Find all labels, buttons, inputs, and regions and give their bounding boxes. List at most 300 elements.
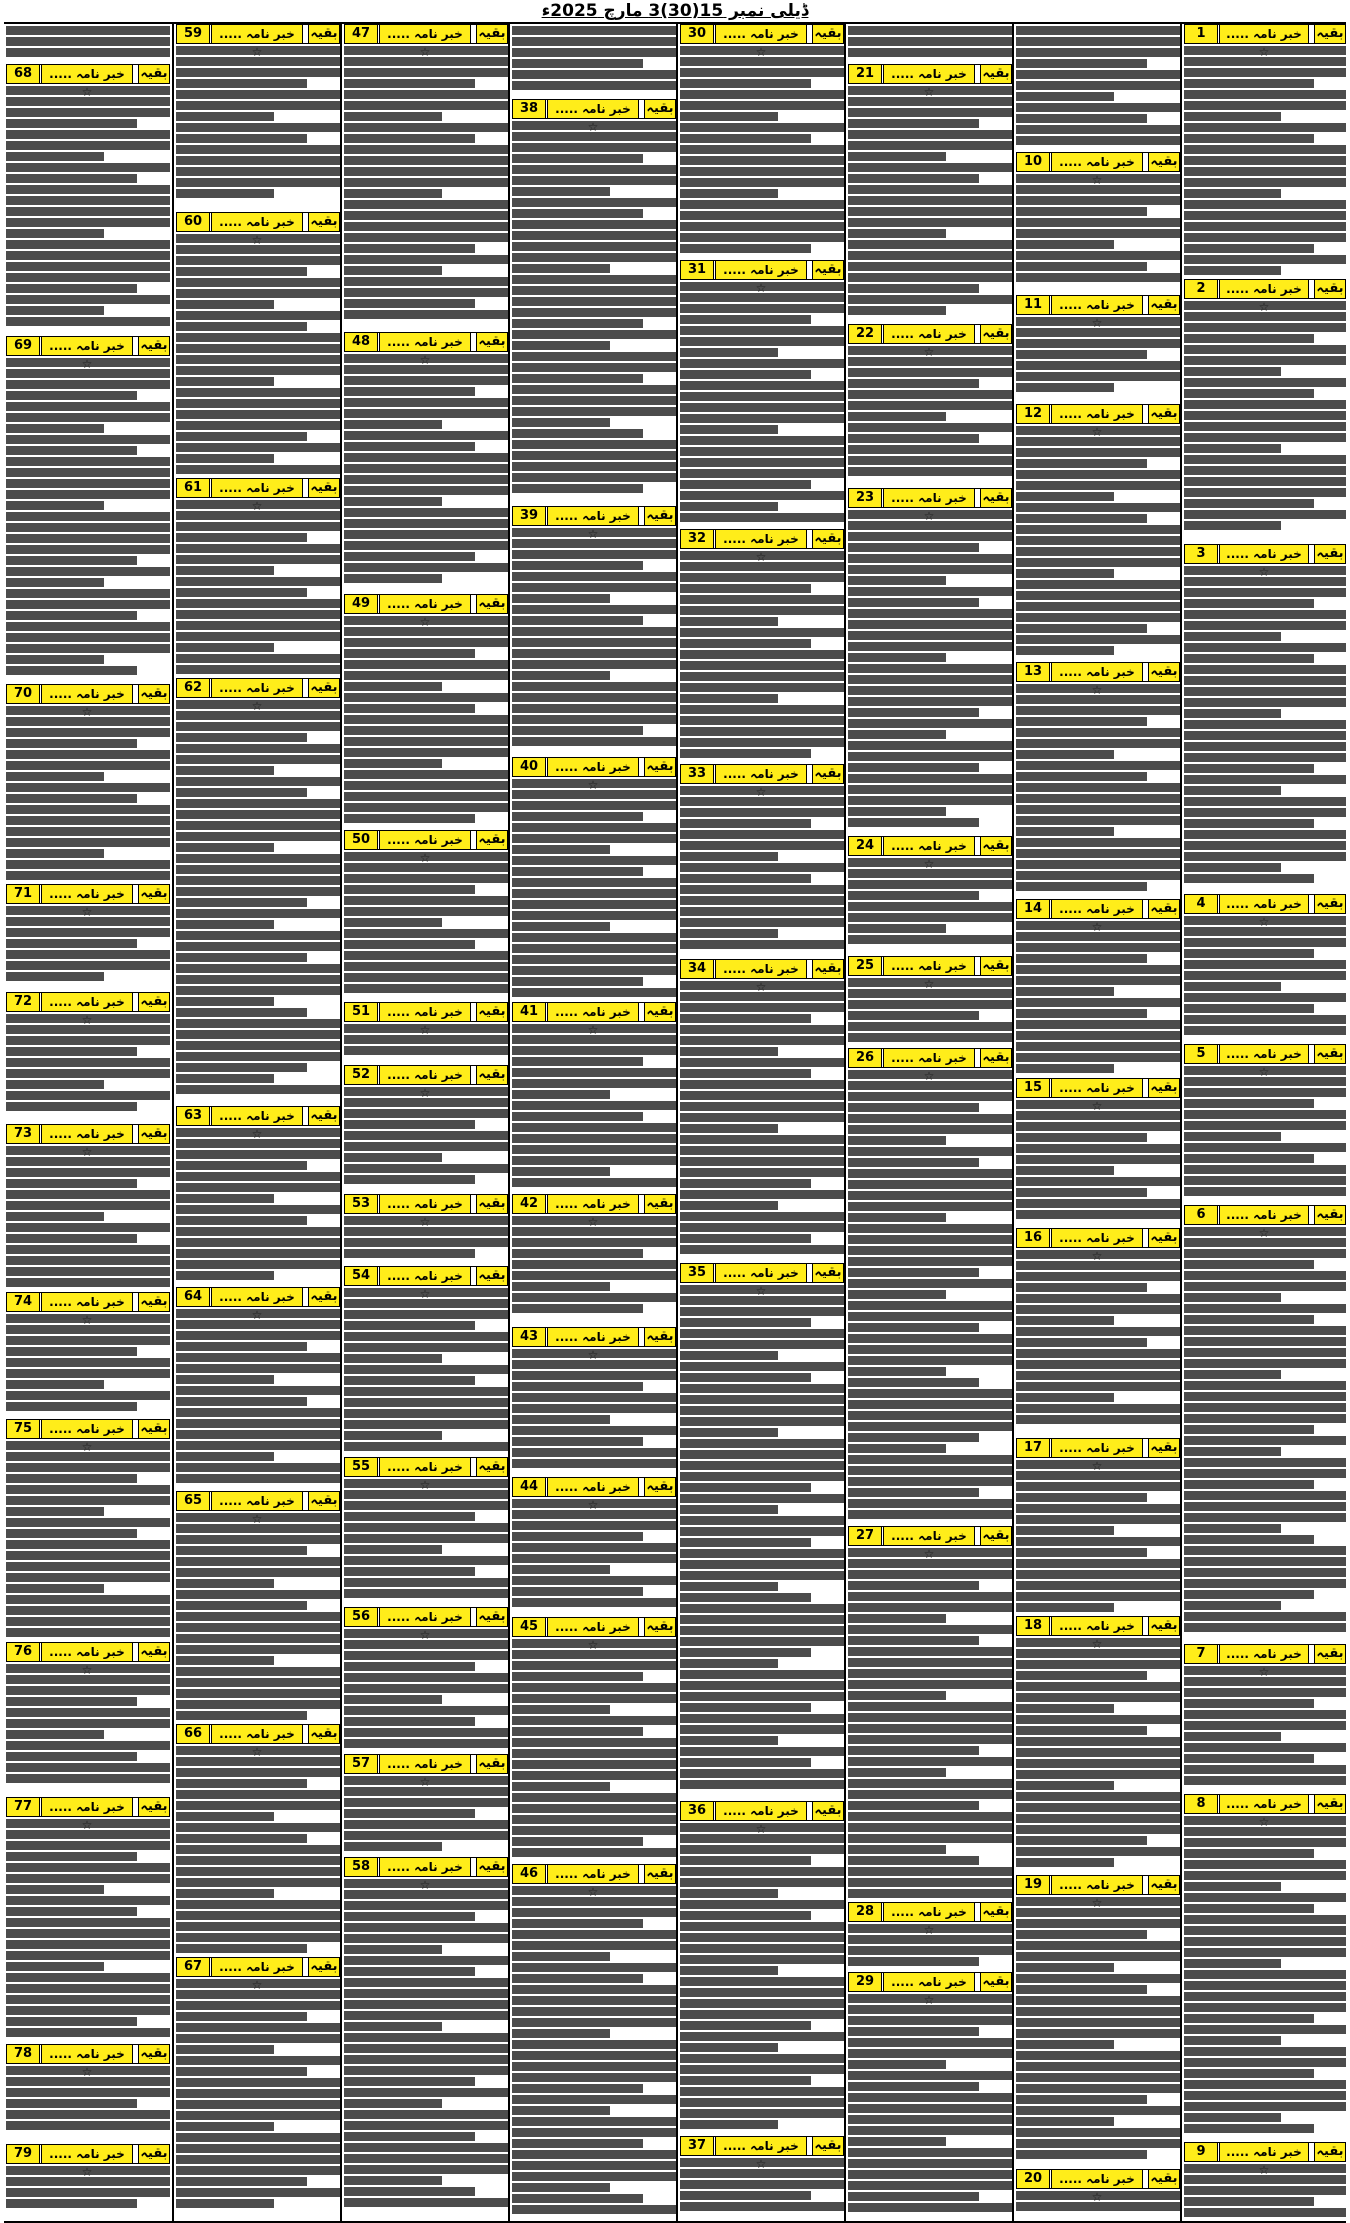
text-line (1184, 156, 1346, 165)
text-line (6, 666, 137, 675)
text-line (848, 1466, 1012, 1475)
text-line (176, 1513, 340, 1522)
text-line (176, 1856, 340, 1865)
item-number: 20 (1017, 2170, 1050, 2188)
text-line (1016, 339, 1180, 348)
text-line (6, 1940, 170, 1949)
item-number: 66 (177, 1725, 210, 1743)
text-line (176, 1801, 340, 1810)
text-line (344, 2077, 475, 2086)
text-line (176, 2122, 274, 2131)
text-line (176, 522, 340, 531)
text-line (512, 1134, 676, 1143)
text-line (680, 447, 844, 456)
text-line (848, 229, 946, 238)
text-line (176, 2056, 340, 2065)
text-line (1184, 46, 1346, 55)
news-item (848, 1972, 1012, 2219)
news-item-header (344, 1002, 508, 1022)
item-number: 12 (1017, 405, 1050, 423)
baqiya-label: بقیہ (308, 679, 339, 697)
text-line (6, 1830, 170, 1839)
text-line (1016, 558, 1180, 567)
text-line (6, 2028, 170, 2037)
news-item (848, 324, 1012, 486)
text-line (1016, 860, 1180, 869)
item-number: 14 (1017, 900, 1050, 918)
text-line (512, 1554, 676, 1563)
text-line (344, 1523, 508, 1532)
text-line (1016, 1559, 1180, 1568)
text-line (176, 2100, 340, 2109)
text-line (680, 1340, 844, 1349)
text-line (848, 858, 1012, 867)
text-line (176, 665, 340, 674)
text-line (512, 1815, 676, 1824)
text-line (512, 1963, 676, 1972)
text-line (176, 865, 340, 874)
text-line (848, 174, 979, 183)
text-line (848, 1301, 1012, 1310)
text-line (680, 2180, 844, 2189)
news-item-text (176, 700, 340, 1104)
text-line (344, 90, 508, 99)
text-line (680, 929, 778, 938)
text-line (512, 911, 676, 920)
text-line (1184, 1359, 1346, 1368)
text-line (344, 277, 508, 286)
text-line (1184, 2014, 1314, 2023)
text-line (176, 1900, 340, 1909)
text-line (1184, 1469, 1346, 1478)
text-line (176, 333, 340, 342)
text-line (512, 341, 610, 350)
news-item-text (1016, 921, 1180, 1076)
text-line (680, 1223, 844, 1232)
news-item (176, 24, 340, 210)
text-line (848, 379, 979, 388)
item-number: 31 (681, 261, 714, 279)
text-line (680, 244, 811, 253)
text-line (344, 704, 475, 713)
news-item-text (176, 1513, 340, 1722)
news-item-header (344, 1607, 508, 1627)
text-line (1016, 602, 1180, 611)
baqiya-label: بقیہ (980, 1903, 1011, 1921)
text-line (680, 1080, 844, 1089)
text-line (848, 368, 1012, 377)
text-line (1184, 1110, 1346, 1119)
baqiya-label: بقیہ (138, 1125, 169, 1143)
text-line (6, 284, 137, 293)
text-line (1016, 1941, 1180, 1950)
text-line (848, 1614, 946, 1623)
text-line (344, 660, 508, 669)
text-line (1184, 1227, 1346, 1236)
text-line (848, 1356, 1012, 1365)
text-line (344, 852, 508, 861)
news-item-header (1016, 1438, 1180, 1458)
text-line (1184, 477, 1346, 486)
news-item (6, 1797, 170, 2042)
text-line (680, 584, 811, 593)
text-line (680, 79, 811, 88)
text-line (1016, 1404, 1180, 1413)
text-line (344, 1934, 508, 1943)
text-line (680, 381, 844, 390)
text-line (176, 1590, 340, 1599)
text-line (680, 134, 811, 143)
text-line (1016, 706, 1180, 715)
item-number: 1 (1185, 25, 1218, 43)
text-line (680, 727, 844, 736)
text-line (1016, 591, 1180, 600)
baqiya-label: بقیہ (138, 2045, 169, 2063)
text-line (6, 26, 170, 35)
news-item-text (512, 1639, 676, 1862)
text-line (1016, 1781, 1114, 1790)
text-line (1184, 57, 1346, 66)
item-number: 47 (345, 25, 378, 43)
text-line (1184, 101, 1346, 110)
text-line (512, 1293, 676, 1302)
text-line (680, 1736, 778, 1745)
text-line (848, 1713, 1012, 1722)
text-line (680, 918, 844, 927)
text-line (344, 2022, 442, 2031)
text-line (848, 1022, 1012, 1031)
text-line (680, 101, 844, 110)
text-line (680, 480, 811, 489)
news-item-text (176, 1979, 340, 2219)
text-line (512, 2183, 610, 2192)
text-line (176, 2133, 340, 2142)
text-line (176, 788, 307, 797)
section-label: خبر نامہ ..... (1051, 1079, 1143, 1097)
text-line (344, 464, 508, 473)
news-item-text (1016, 2191, 1180, 2219)
text-line (848, 1147, 1012, 1156)
text-line (512, 790, 676, 799)
text-line (512, 1727, 643, 1736)
text-line (680, 1977, 844, 1986)
baqiya-label: بقیہ (812, 765, 843, 783)
text-line (512, 955, 676, 964)
text-line (6, 380, 170, 389)
news-column (844, 24, 1014, 2221)
news-item-text (6, 1441, 170, 1640)
text-line (848, 1246, 1012, 1255)
text-line (680, 2169, 844, 2178)
text-line (1016, 1327, 1180, 1336)
text-line (680, 694, 778, 703)
text-line (6, 600, 170, 609)
text-line (6, 1245, 170, 1254)
text-line (680, 1212, 844, 1221)
text-line (344, 1131, 508, 1140)
text-line (848, 2104, 1012, 2113)
text-line (6, 1741, 170, 1750)
text-line (680, 1406, 844, 1415)
text-line (176, 1990, 340, 1999)
section-label: خبر نامہ ..... (883, 837, 975, 855)
text-line (1016, 1155, 1180, 1164)
baqiya-label: بقیہ (1148, 1229, 1179, 1247)
text-line (512, 286, 676, 295)
text-line (6, 1863, 170, 1872)
text-line (848, 1768, 946, 1777)
text-line (1184, 2058, 1346, 2067)
text-line (344, 365, 508, 374)
text-line (1016, 136, 1180, 145)
text-line (176, 997, 274, 1006)
text-line (6, 1314, 170, 1323)
item-number: 34 (681, 960, 714, 978)
text-line (344, 1967, 475, 1976)
text-line (1184, 1425, 1314, 1434)
text-line (680, 1058, 844, 1067)
text-line (176, 399, 340, 408)
news-item-header (6, 336, 170, 356)
text-line (848, 631, 1012, 640)
section-label: خبر نامہ ..... (883, 1973, 975, 1991)
text-line (680, 1307, 844, 1316)
news-item-header (512, 1477, 676, 1497)
text-line (680, 178, 844, 187)
text-line (344, 1578, 508, 1587)
text-line (1184, 2102, 1346, 2111)
text-line (344, 519, 508, 528)
news-item-header (6, 2144, 170, 2164)
text-line (512, 693, 676, 702)
item-number: 55 (345, 1458, 378, 1476)
text-line (344, 1238, 508, 1247)
news-item-header (1016, 1228, 1180, 1248)
text-line (344, 2143, 508, 2152)
text-line (1184, 1948, 1346, 1957)
text-line (1184, 2175, 1346, 2184)
text-line (848, 218, 1012, 227)
text-line (176, 700, 340, 709)
text-line (512, 264, 610, 273)
text-line (6, 589, 170, 598)
text-line (344, 759, 442, 768)
text-line (6, 1069, 170, 1078)
text-line (512, 1156, 676, 1165)
text-line (680, 1626, 844, 1635)
text-line (6, 1628, 170, 1637)
text-line (680, 1461, 844, 1470)
text-line (512, 308, 676, 317)
text-line (680, 233, 844, 242)
text-line (848, 1114, 1012, 1123)
text-line (1184, 1143, 1346, 1152)
text-line (344, 574, 442, 583)
text-line (848, 1636, 979, 1645)
baqiya-label: بقیہ (980, 325, 1011, 343)
text-line (1184, 1293, 1281, 1302)
text-line (344, 222, 508, 231)
text-line (176, 887, 340, 896)
item-number: 17 (1017, 1439, 1050, 1457)
news-item-text (848, 1548, 1012, 1900)
text-line (848, 576, 946, 585)
text-line (1016, 816, 1180, 825)
text-line (176, 909, 340, 918)
text-line (176, 1249, 340, 1258)
news-item-text (848, 858, 1012, 954)
text-line (344, 1831, 508, 1840)
text-line (1016, 695, 1180, 704)
news-item-header (1184, 1044, 1346, 1064)
news-item-text (176, 500, 340, 676)
text-line (1016, 240, 1114, 249)
news-item-text (680, 46, 844, 258)
text-line (512, 594, 610, 603)
text-line (1184, 610, 1346, 619)
text-line (1184, 1154, 1314, 1163)
news-item-header (176, 478, 340, 498)
text-line (1016, 2029, 1180, 2038)
section-label: خبر نامہ ..... (1051, 2170, 1143, 2188)
text-line (6, 1146, 170, 1155)
text-line (680, 414, 844, 423)
text-line (512, 1046, 676, 1055)
news-item (6, 1419, 170, 1640)
text-line (680, 683, 844, 692)
text-line (512, 209, 643, 218)
text-line (680, 1362, 844, 1371)
text-line (6, 108, 170, 117)
text-line (1184, 510, 1346, 519)
baqiya-label: بقیہ (644, 1003, 675, 1021)
text-line (512, 407, 676, 416)
text-line (512, 2150, 676, 2159)
text-line (1016, 1737, 1180, 1746)
text-line (1016, 783, 1180, 792)
news-item (680, 529, 844, 762)
text-line (1184, 422, 1346, 431)
text-line (512, 1238, 676, 1247)
text-line (6, 1080, 104, 1089)
text-line (680, 1450, 844, 1459)
text-line (1184, 1491, 1346, 1500)
text-line (848, 1070, 1012, 1079)
section-label: خبر نامہ ..... (41, 1125, 133, 1143)
news-item (848, 488, 1012, 834)
text-line (1016, 2062, 1180, 2071)
text-line (1016, 1471, 1180, 1480)
text-line (512, 1437, 643, 1446)
text-line (1184, 1849, 1314, 1858)
text-line (344, 1717, 475, 1726)
text-line (6, 1664, 170, 1673)
baqiya-label: بقیہ (476, 1066, 507, 1084)
text-line (344, 803, 508, 812)
text-line (848, 2049, 1012, 2058)
section-label: خبر نامہ ..... (1051, 900, 1143, 918)
news-item-header (6, 992, 170, 1012)
text-line (1016, 492, 1114, 501)
section-label: خبر نامہ ..... (379, 1458, 471, 1476)
text-line (344, 1299, 508, 1308)
news-item-text (344, 1087, 508, 1192)
news-item-header (176, 1287, 340, 1307)
text-line (176, 832, 340, 841)
news-item (344, 1457, 508, 1605)
text-line (512, 1804, 676, 1813)
text-line (176, 1419, 340, 1428)
text-line (176, 344, 340, 353)
text-line (1016, 1122, 1180, 1131)
text-line (512, 451, 676, 460)
text-line (176, 2111, 340, 2120)
text-line (1016, 2191, 1180, 2200)
news-item-header (176, 1724, 340, 1744)
text-line (848, 152, 946, 161)
text-line (680, 1878, 844, 1887)
baqiya-label: بقیہ (1148, 153, 1179, 171)
news-item (1016, 2169, 1180, 2219)
text-line (1184, 1414, 1346, 1423)
news-item (512, 506, 676, 755)
text-line (1184, 1535, 1314, 1544)
text-line (680, 1113, 844, 1122)
section-label: خبر نامہ ..... (547, 1618, 639, 1636)
text-line (680, 1725, 844, 1734)
text-line (1184, 753, 1346, 762)
text-line (512, 1521, 676, 1530)
text-line (6, 1507, 104, 1516)
text-line (512, 1035, 676, 1044)
text-line (1016, 1042, 1180, 1051)
text-line (512, 2194, 643, 2203)
text-line (1016, 1250, 1180, 1259)
text-line (1016, 114, 1147, 123)
text-line (680, 1527, 844, 1536)
baqiya-label: بقیہ (308, 1288, 339, 1306)
baqiya-label: بقیہ (644, 1865, 675, 1883)
text-line (176, 1430, 340, 1439)
text-line (344, 726, 508, 735)
text-line (6, 1907, 137, 1916)
news-item (1016, 1228, 1180, 1436)
text-line (1184, 345, 1346, 354)
text-line (848, 2192, 979, 2201)
text-line (344, 1164, 508, 1173)
text-line (680, 705, 844, 714)
text-line (344, 563, 508, 572)
text-line (6, 1697, 137, 1706)
text-line (680, 617, 778, 626)
text-line (1184, 521, 1281, 530)
text-line (344, 530, 508, 539)
item-number: 77 (7, 1798, 40, 1816)
text-line (6, 1518, 170, 1527)
section-label: خبر نامہ ..... (211, 213, 303, 231)
text-line (1184, 863, 1281, 872)
text-line (1184, 960, 1346, 969)
text-line (344, 134, 475, 143)
text-line (512, 1793, 676, 1802)
text-line (176, 101, 340, 110)
text-line (176, 2078, 340, 2087)
text-line (1016, 728, 1180, 737)
text-line (680, 2191, 811, 2200)
text-line (1016, 361, 1180, 370)
text-line (512, 1499, 676, 1508)
text-line (344, 1695, 442, 1704)
